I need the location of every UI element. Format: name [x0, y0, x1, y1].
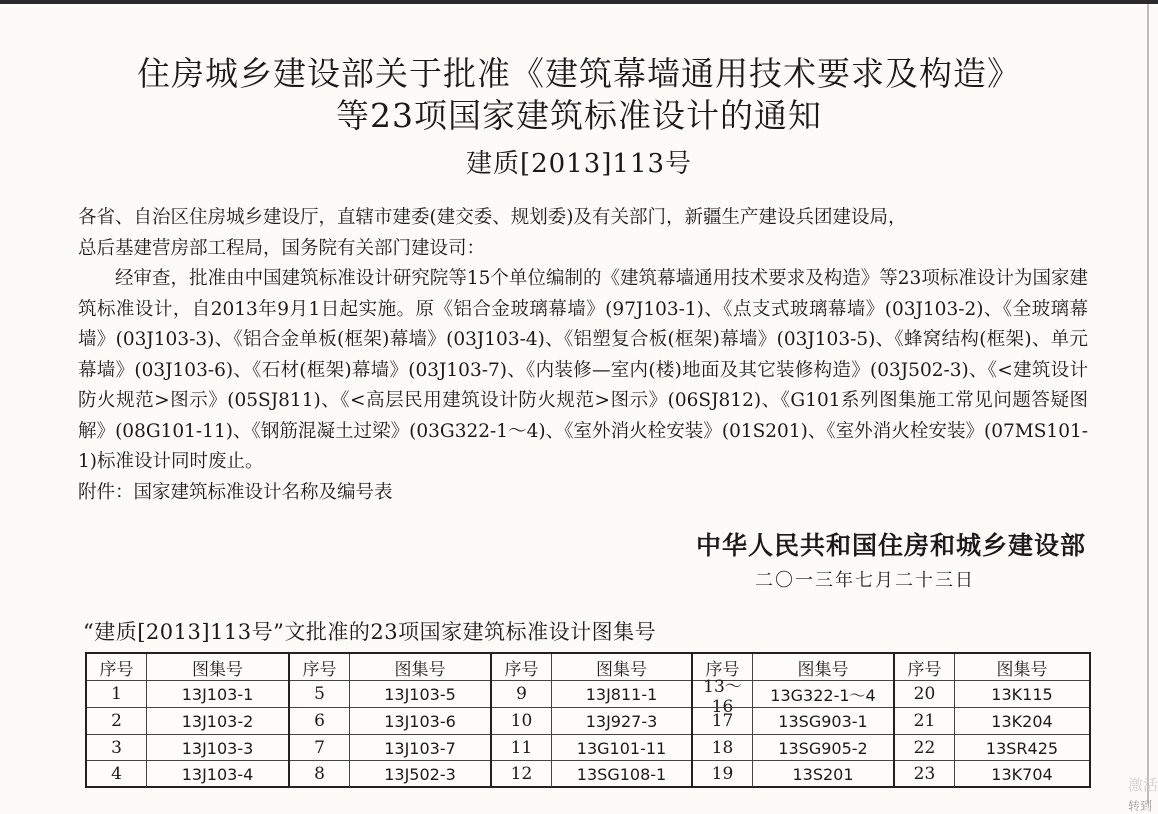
document-number: 建质[2013]113号 — [465, 149, 693, 179]
atlas-number-cell: 13G101-11 — [576, 738, 667, 758]
serial-number-cell: 20 — [895, 681, 955, 707]
atlas-number-cell: 13J103-7 — [384, 738, 456, 758]
serial-number-cell: 9 — [492, 681, 552, 707]
notice-title-line-1: 住房城乡建设部关于批准《建筑幕墙通用技术要求及构造》 — [137, 54, 1021, 93]
table-column-group — [288, 654, 490, 786]
table-row — [693, 734, 893, 761]
serial-number-cell: 5 — [290, 681, 350, 707]
issuing-authority: 中华人民共和国住房和城乡建设部 — [695, 531, 1086, 560]
serial-number-cell: 12 — [492, 761, 552, 787]
addressee-line-1: 各省、自治区住房城乡建设厅，直辖市建委(建交委、规划委)及有关部门，新疆生产建设兵团建设局， — [78, 207, 907, 228]
atlas-number-cell: 13J103-2 — [181, 711, 254, 731]
serial-number-cell: 21 — [895, 708, 955, 734]
serial-number-cell: 10 — [492, 708, 552, 734]
table-row — [693, 707, 893, 734]
table-row — [492, 734, 691, 761]
table-row — [290, 760, 490, 787]
atlas-number-cell: 13K115 — [991, 684, 1053, 704]
atlas-number-cell: 13S201 — [792, 764, 854, 784]
atlas-number-cell: 13J927-3 — [585, 711, 658, 731]
header-atlas-number: 图集号 — [797, 659, 849, 680]
serial-number-cell: 13～16 — [693, 681, 753, 707]
serial-number-cell: 8 — [290, 761, 350, 787]
atlas-number-cell: 13SG108-1 — [576, 764, 667, 784]
atlas-number-cell: 13SR425 — [985, 738, 1059, 758]
serial-number-cell: 22 — [895, 735, 955, 761]
table-row — [290, 707, 490, 734]
table-row — [87, 734, 288, 761]
serial-number-cell: 7 — [290, 735, 350, 761]
header-atlas-number: 图集号 — [596, 659, 647, 680]
atlas-number-cell: 13SG903-1 — [778, 711, 868, 731]
header-serial-number: 序号 — [492, 654, 552, 680]
table-column-group — [691, 654, 893, 786]
header-serial-number: 序号 — [895, 654, 955, 680]
atlas-number-cell: 13J103-1 — [181, 684, 254, 704]
serial-number-cell: 2 — [87, 708, 147, 734]
atlas-number-cell: 13J103-4 — [181, 764, 254, 784]
activation-watermark: 激活 — [1128, 776, 1158, 794]
atlas-number-cell: 13J103-5 — [384, 684, 456, 704]
atlas-number-cell: 13J103-3 — [181, 738, 254, 758]
notice-title-line-2: 等23项国家建筑标准设计的通知 — [336, 96, 822, 135]
body-paragraph: 经审查，批准由中国建筑标准设计研究院等15个单位编制的《建筑幕墙通用技术要求及构造》等23项标准设计为国家建筑标准设计，自2013年9月1日起实施。原《铝合金玻璃幕墙》(97J103-1)、《点支式玻璃幕墙》(03J103-2)、《全玻璃幕墙》(03J103-3)、《铝合金单板(框架)幕墙》(03J103-4)、《铝塑复合板(框架)幕墙》(03J103-5)、《蜂窝结构(框架)、单元幕墙》(03J103-6)、《石材(框架)幕墙》(03J103-7)、《内装修—室内(楼)地面及其它装修构造》(03J502-3)、《<建筑设计防火规范>图示》(05SJ811)、《<高层民用建筑设计防火规范>图示》(06SJ812)、《G101系列图集施工常见问题答疑图解》(08G101-11)、《钢筋混凝土过梁》(03G322-1～4)、《室外消火栓安装》(01S201)、《室外消火栓安装》(07MS101-1)标准设计同时废止。 — [78, 268, 1088, 472]
table-row — [693, 676, 893, 717]
serial-number-cell: 11 — [492, 735, 552, 761]
table-row — [895, 707, 1089, 734]
top-border-rule — [0, 0, 1158, 4]
table-row — [87, 680, 288, 707]
atlas-number-cell: 13SG905-2 — [778, 738, 868, 758]
atlas-number-cell: 13K204 — [991, 711, 1053, 731]
table-column-group — [490, 654, 691, 786]
atlas-number-table — [85, 652, 1091, 788]
table-column-group — [893, 654, 1089, 786]
header-atlas-number: 图集号 — [192, 659, 243, 680]
header-serial-number: 序号 — [87, 654, 147, 680]
serial-number-cell: 1 — [87, 681, 147, 707]
table-header-row — [87, 654, 288, 680]
activation-watermark-sub: 转到 — [1128, 799, 1153, 813]
atlas-number-cell: 13G322-1～4 — [770, 685, 876, 705]
table-row — [492, 680, 691, 707]
serial-number-cell: 23 — [895, 761, 955, 787]
table-row — [895, 760, 1089, 787]
serial-number-cell: 6 — [290, 708, 350, 734]
serial-number-cell: 3 — [87, 735, 147, 761]
atlas-number-cell: 13J502-3 — [384, 764, 456, 784]
atlas-number-cell: 13K704 — [991, 764, 1053, 784]
notice-body — [78, 203, 1088, 508]
header-atlas-number: 图集号 — [996, 659, 1048, 680]
issue-date: 二〇一三年七月二十三日 — [755, 570, 975, 591]
table-row — [492, 707, 691, 734]
table-row — [492, 760, 691, 787]
table-row — [87, 760, 288, 787]
serial-number-cell: 19 — [693, 761, 753, 787]
header-atlas-number: 图集号 — [394, 659, 446, 680]
table-row — [693, 760, 893, 787]
table-header-row — [290, 654, 490, 680]
serial-number-cell: 17 — [693, 708, 753, 734]
table-header-row — [895, 654, 1089, 680]
table-row — [895, 680, 1089, 707]
serial-number-cell: 4 — [87, 761, 147, 787]
header-serial-number: 序号 — [290, 654, 350, 680]
attachment-note: 附件：国家建筑标准设计名称及编号表 — [78, 481, 393, 503]
table-row — [895, 734, 1089, 761]
header-serial-number: 序号 — [693, 654, 753, 680]
atlas-number-cell: 13J103-6 — [384, 711, 456, 731]
table-column-group — [87, 654, 288, 786]
table-row — [290, 680, 490, 707]
atlas-number-cell: 13J811-1 — [585, 684, 658, 704]
addressee-line-2: 总后基建营房部工程局，国务院有关部门建设司： — [78, 237, 486, 259]
table-header-row — [492, 654, 691, 680]
table-row — [290, 734, 490, 761]
table-row — [87, 707, 288, 734]
table-caption: “建质[2013]113号”文批准的23项国家建筑标准设计图集号 — [83, 620, 657, 644]
serial-number-cell: 18 — [693, 735, 753, 761]
